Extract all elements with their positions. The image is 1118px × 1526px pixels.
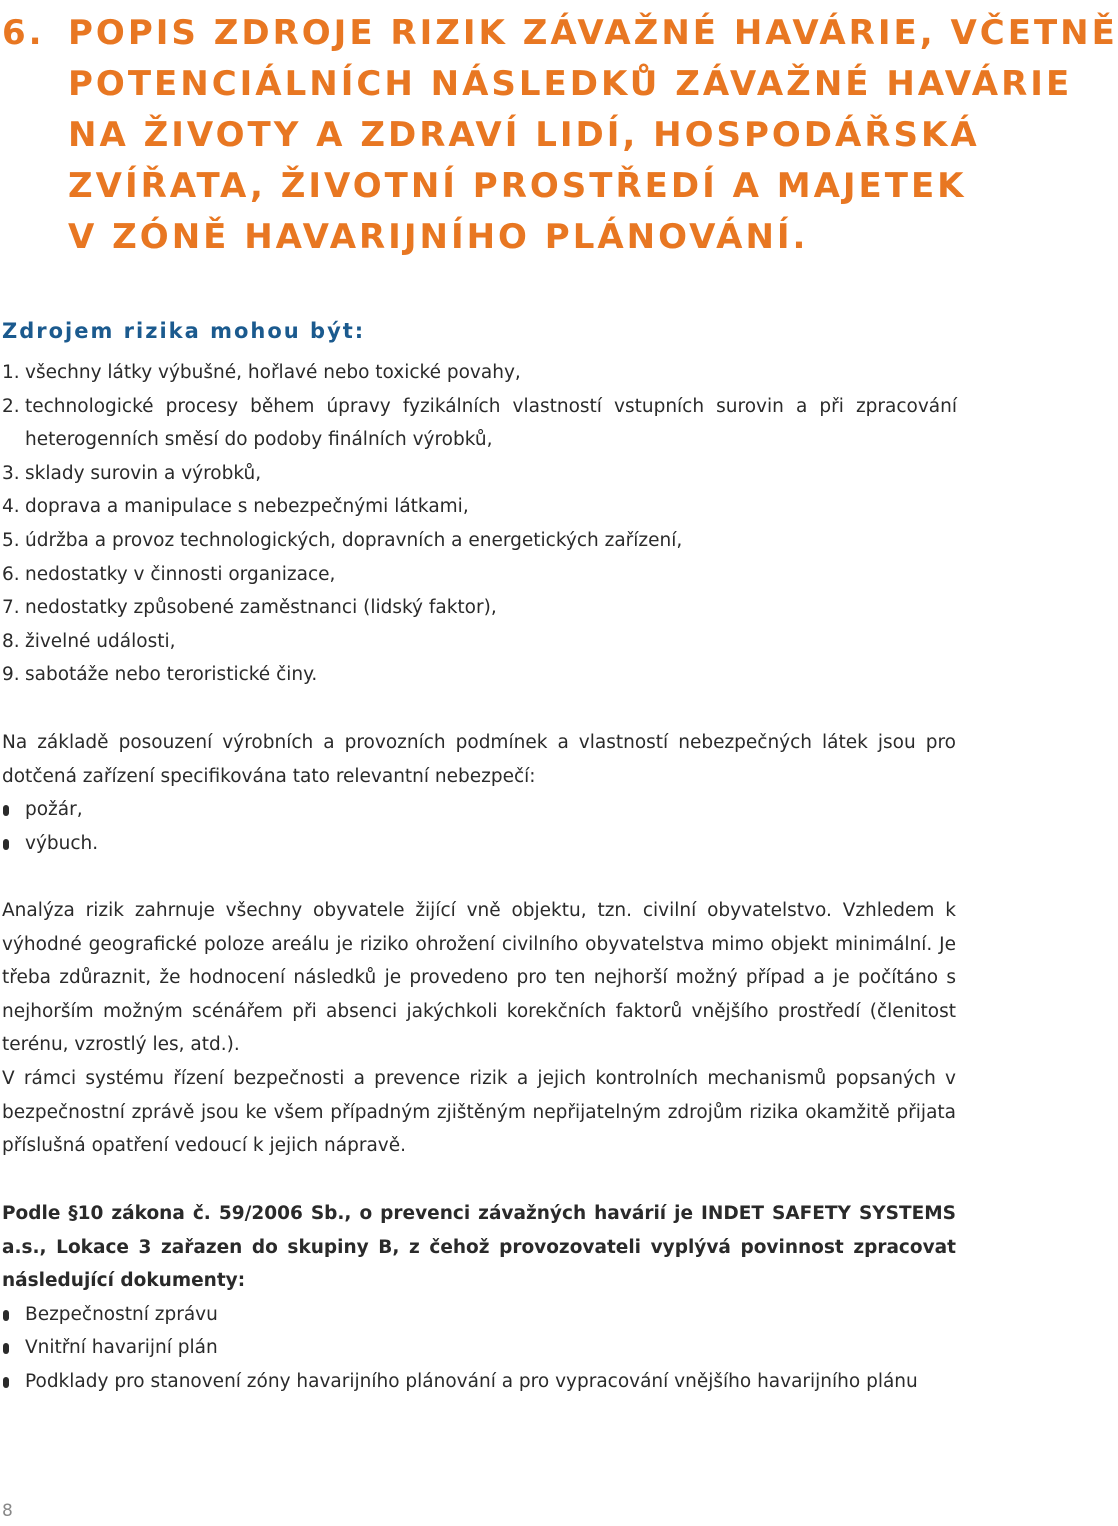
list-item bbox=[2, 558, 957, 592]
section-title-line: POTENCIÁLNÍCH NÁSLEDKŮ ZÁVAŽNÉ HAVÁRIE bbox=[68, 64, 1073, 104]
list-item bbox=[2, 793, 956, 827]
list-item-number: 2. bbox=[2, 395, 20, 417]
bullet-icon bbox=[3, 839, 9, 850]
bullet-icon bbox=[3, 1377, 9, 1388]
list-item-text: výbuch. bbox=[25, 832, 99, 854]
bullet-icon bbox=[3, 805, 9, 816]
hazards-intro: Na základě posouzení výrobních a provozních podmínek a vlastností nebezpečných látek jsou pro dotčená zařízení specifikována tato relevantní nebezpečí: bbox=[2, 732, 956, 787]
list-item-number: 3. bbox=[2, 462, 20, 484]
risk-sources-list bbox=[2, 356, 957, 692]
section-title-line: ZVÍŘATA, ŽIVOTNÍ PROSTŘEDÍ A MAJETEK bbox=[68, 166, 967, 206]
list-item-text: doprava a manipulace s nebezpečnými látkami, bbox=[25, 496, 469, 518]
list-item bbox=[2, 1331, 956, 1365]
page-number: 8 bbox=[2, 1501, 13, 1521]
list-item-text: údržba a provoz technologických, dopravních a energetických zařízení, bbox=[25, 529, 683, 551]
list-item-number: 6. bbox=[2, 563, 20, 585]
documents-list bbox=[2, 1298, 956, 1399]
section-title bbox=[68, 8, 1118, 263]
list-item-text: sabotáže nebo teroristické činy. bbox=[25, 664, 318, 686]
list-item bbox=[2, 390, 957, 457]
hazards-list bbox=[2, 793, 956, 860]
obligations-section bbox=[2, 1197, 956, 1399]
list-item bbox=[2, 524, 957, 558]
list-item-text: Vnitřní havarijní plán bbox=[25, 1337, 218, 1359]
list-item-number: 7. bbox=[2, 597, 20, 619]
list-item-text: Podklady pro stanovení zóny havarijního plánování a pro vypracování vnějšího havarijního plánu bbox=[25, 1370, 918, 1392]
analysis-paragraph: V rámci systému řízení bezpečnosti a prevence rizik a jejich kontrolních mechanismů popsaných v bezpečnostní zprávě jsou ke všem případným zjištěným nepřijatelným zdrojům rizika okamžitě přijata příslušná opatření vedoucí k jejich nápravě. bbox=[2, 1067, 956, 1157]
list-item bbox=[2, 591, 957, 625]
list-item-number: 1. bbox=[2, 362, 20, 383]
analysis-paragraph: Analýza rizik zahrnuje všechny obyvatele žijící vně objektu, tzn. civilní obyvatelstvo. Vzhledem k výhodné geografické poloze areálu je riziko ohrožení civilního obyvatelstva mimo objekt minimální. Je třeba zdůraznit, že hodnocení následků je provedeno pro ten nejhorší možný případ a je počítáno s nejhorším možným scénářem při absenci jakýchkoli korekčních faktorů vnějšího prostředí (členitost terénu, vzrostlý les, atd.). bbox=[2, 900, 956, 1056]
section-title-line: NA ŽIVOTY A ZDRAVÍ LIDÍ, HOSPODÁŘSKÁ bbox=[68, 115, 980, 155]
list-item bbox=[2, 658, 957, 692]
list-item-text: sklady surovin a výrobků, bbox=[25, 462, 262, 484]
list-item-text: požár, bbox=[25, 799, 83, 821]
section-number: 6. bbox=[2, 13, 45, 53]
list-item-number: 9. bbox=[2, 664, 20, 686]
list-item bbox=[2, 1365, 956, 1399]
list-item-text: technologické procesy během úpravy fyzikálních vlastností vstupních surovin a při zpracování heterogenních směsí do podoby finálních výrobků, bbox=[25, 395, 957, 451]
list-item-number: 8. bbox=[2, 630, 20, 652]
list-item bbox=[2, 490, 957, 524]
list-item-text: nedostatky způsobené zaměstnanci (lidský faktor), bbox=[25, 597, 497, 619]
analysis-section bbox=[2, 894, 956, 1163]
risk-sources-title: Zdrojem rizika mohou být: bbox=[2, 319, 366, 343]
list-item-text: živelné události, bbox=[25, 630, 176, 652]
list-item-number: 4. bbox=[2, 496, 20, 518]
list-item-text: všechny látky výbušné, hořlavé nebo toxické povahy, bbox=[25, 362, 521, 383]
bullet-icon bbox=[3, 1343, 9, 1354]
list-item bbox=[2, 457, 957, 491]
list-item-number: 5. bbox=[2, 529, 20, 551]
section-title-line: V ZÓNĚ HAVARIJNÍHO PLÁNOVÁNÍ. bbox=[68, 217, 809, 257]
list-item bbox=[2, 827, 956, 861]
bullet-icon bbox=[3, 1310, 9, 1321]
section-title-line: POPIS ZDROJE RIZIK ZÁVAŽNÉ HAVÁRIE, VČETNĚ bbox=[68, 13, 1118, 53]
list-item bbox=[2, 625, 957, 659]
list-item-text: nedostatky v činnosti organizace, bbox=[25, 563, 336, 585]
list-item-text: Bezpečnostní zprávu bbox=[25, 1303, 218, 1325]
obligations-text: Podle §10 zákona č. 59/2006 Sb., o prevenci závažných havárií je INDET SAFETY SYSTEMS a.s., Lokace 3 zařazen do skupiny B, z čehož provozovateli vyplývá povinnost zpracovat následující dokumenty: bbox=[2, 1203, 956, 1292]
list-item bbox=[2, 356, 957, 390]
hazards-section bbox=[2, 726, 956, 860]
list-item bbox=[2, 1298, 956, 1332]
